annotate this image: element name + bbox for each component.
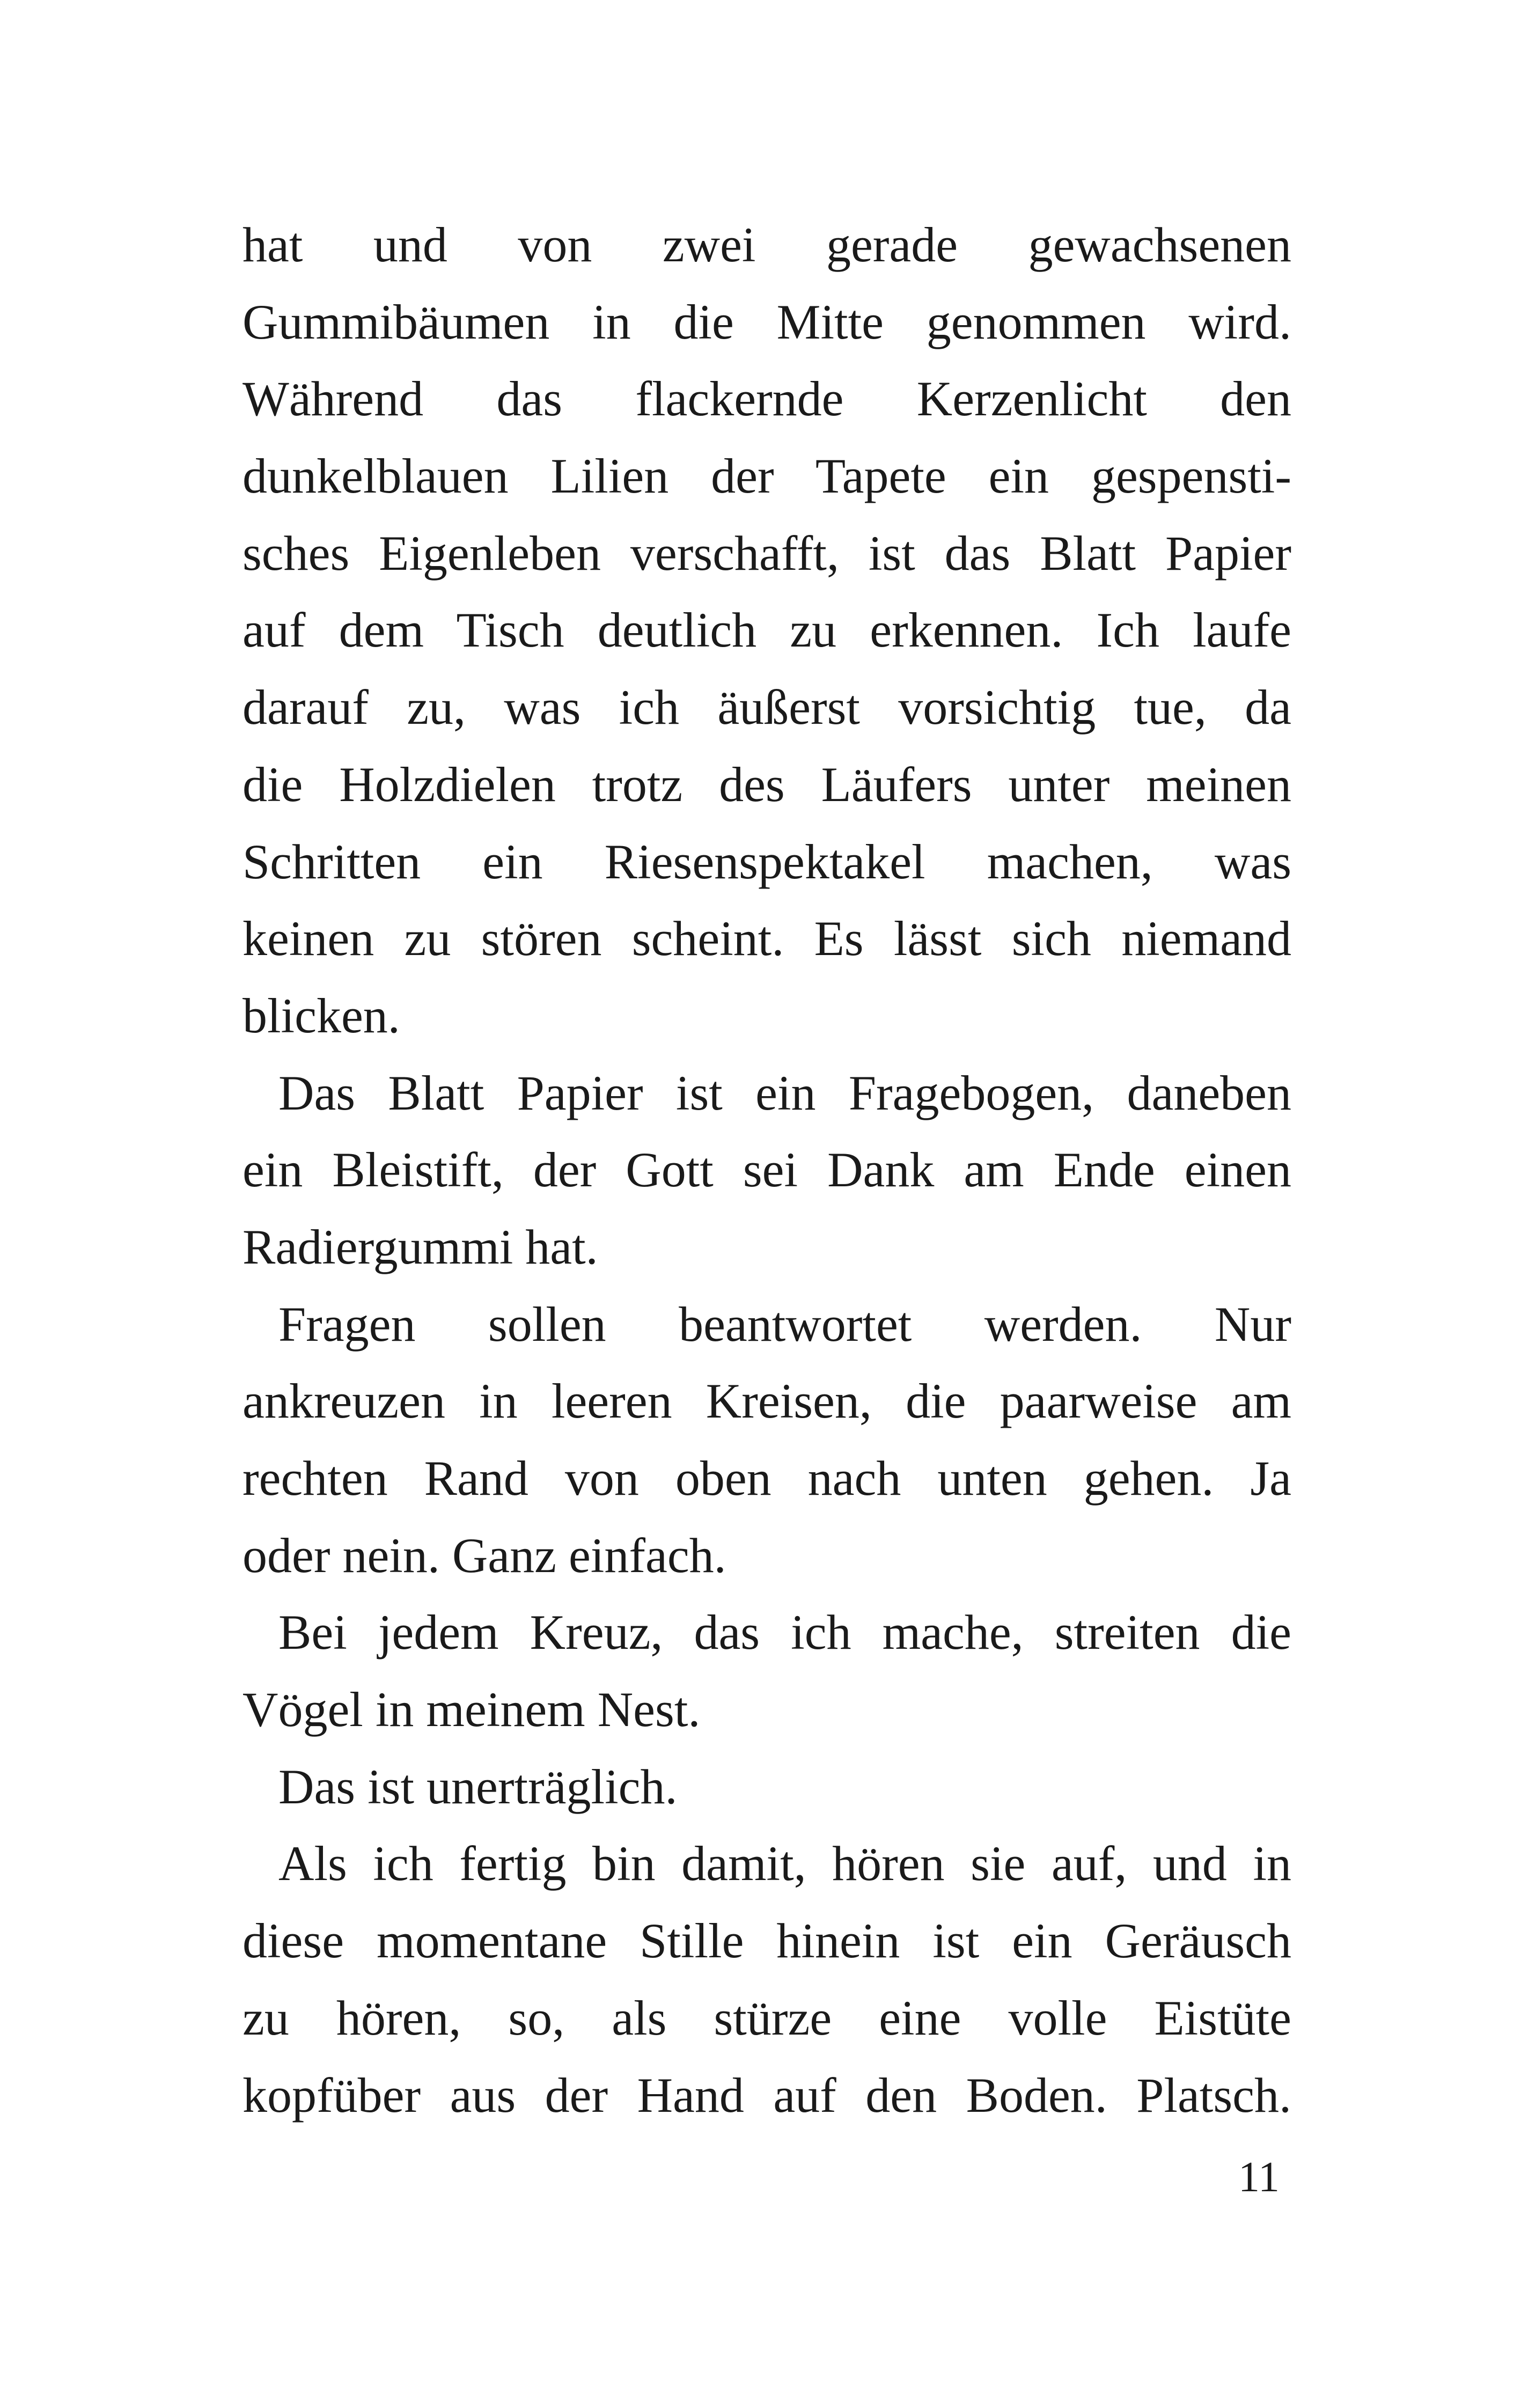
body-text [243,207,1291,2134]
paragraph-5 [243,1749,1291,1826]
text-line: kopfüber aus der Hand auf den Boden. Platsch. [243,2067,1291,2123]
text-line: Als ich fertig bin damit, hören sie auf, und in [278,1836,1291,1891]
text-line: blicken. [243,988,400,1043]
page-number: 11 [1238,2154,1280,2201]
paragraph-3 [243,1286,1291,1595]
paragraph-4 [243,1594,1291,1748]
text-line: Schritten ein Riesenspektakel machen, was [243,834,1291,889]
text-line: Das Blatt Papier ist ein Fragebogen, daneben [278,1065,1291,1120]
text-line: Bei jedem Kreuz, das ich mache, streiten die [278,1605,1291,1660]
paragraph-6 [243,1825,1291,2134]
text-line: diese momentane Stille hinein ist ein Geräusch [243,1913,1291,1969]
text-line: zu hören, so, als stürze eine volle Eistüte [243,1990,1291,2045]
text-line: rechten Rand von oben nach unten gehen. Ja [243,1451,1291,1506]
text-line: hat und von zwei gerade gewachsenen [243,217,1291,272]
text-line: ankreuzen in leeren Kreisen, die paarweise am [243,1374,1291,1429]
text-line: auf dem Tisch deutlich zu erkennen. Ich laufe [243,603,1291,658]
paragraph-2 [243,1055,1291,1286]
text-line: dunkelblauen Lilien der Tapete ein gespensti- [243,449,1291,504]
text-line: Das ist unerträglich. [278,1759,678,1814]
text-line: ein Bleistift, der Gott sei Dank am Ende einen [243,1142,1291,1198]
text-line: Gummibäumen in die Mitte genommen wird. [243,294,1291,349]
paragraph-1 [243,207,1291,1055]
text-line: die Holzdielen trotz des Läufers unter meinen [243,757,1291,812]
text-line: darauf zu, was ich äußerst vorsichtig tue, da [243,680,1291,735]
text-line: oder nein. Ganz einfach. [243,1528,726,1583]
text-line: Radiergummi hat. [243,1219,598,1274]
text-line: Fragen sollen beantwortet werden. Nur [278,1296,1291,1352]
text-line: Während das flackernde Kerzenlicht den [243,371,1291,427]
text-line: keinen zu stören scheint. Es lässt sich niemand [243,911,1291,966]
text-line: Vögel in meinem Nest. [243,1682,701,1737]
text-line: sches Eigenleben verschafft, ist das Blatt Papier [243,525,1291,581]
